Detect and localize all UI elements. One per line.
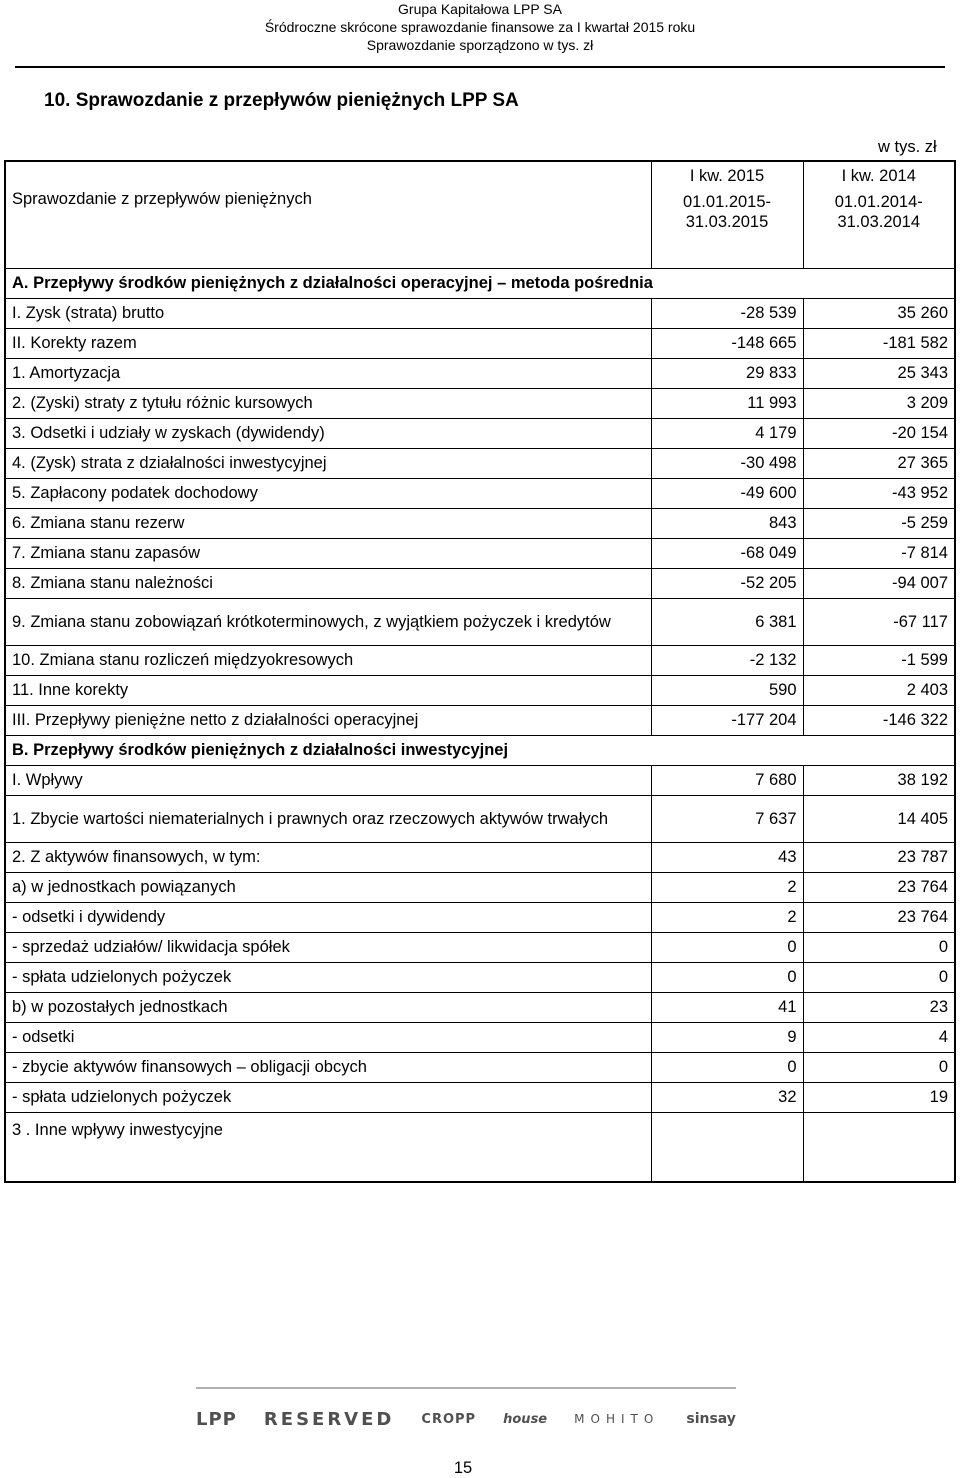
row-label: - odsetki i dywidendy <box>5 903 651 933</box>
page-number: 15 <box>453 1459 473 1477</box>
reserved-logo: RESERVED <box>263 1408 395 1430</box>
table-row <box>5 843 955 873</box>
row-value-2015: -148 665 <box>651 329 803 359</box>
row-label: 4. (Zysk) strata z działalności inwestycyjnej <box>5 449 651 479</box>
table-row <box>5 1083 955 1113</box>
header-col-2014 <box>803 161 955 269</box>
table-row <box>5 569 955 599</box>
row-label: 10. Zmiana stanu rozliczeń międzyokresowych <box>5 646 651 676</box>
table-row <box>5 766 955 796</box>
table-row <box>5 706 955 736</box>
row-value-2015: 4 179 <box>651 419 803 449</box>
row-label: I. Wpływy <box>5 766 651 796</box>
row-label: 8. Zmiana stanu należności <box>5 569 651 599</box>
row-value-2015: 41 <box>651 993 803 1023</box>
section-b-row-label: B. Przepływy środków pieniężnych z działalności inwestycyjnej <box>5 736 955 766</box>
row-value-2015: -177 204 <box>651 706 803 736</box>
row-value-2014: 23 764 <box>803 873 955 903</box>
table-row <box>5 646 955 676</box>
row-value-2014: -94 007 <box>803 569 955 599</box>
table-row <box>5 509 955 539</box>
report-header-note: Sprawozdanie sporządzono w tys. zł <box>366 37 594 53</box>
lpp-logo: LPP <box>196 1408 237 1430</box>
row-value-2015: 0 <box>651 933 803 963</box>
brand-logos <box>196 1404 736 1434</box>
table-row <box>5 539 955 569</box>
col1-quarter: I kw. 2015 <box>689 167 765 185</box>
table-row <box>5 359 955 389</box>
row-value-2014: 19 <box>803 1083 955 1113</box>
row-label: 1. Zbycie wartości niematerialnych i prawnych oraz rzeczowych aktywów trwałych <box>5 796 651 843</box>
table-row <box>5 796 955 843</box>
row-value-2014: 0 <box>803 963 955 993</box>
row-label: - zbycie aktywów finansowych – obligacji obcych <box>5 1053 651 1083</box>
row-value-2014: 23 <box>803 993 955 1023</box>
row-value-2014: 23 764 <box>803 903 955 933</box>
col1-period: 01.01.2015-31.03.2015 <box>682 193 772 231</box>
sinsay-logo: sinsay <box>686 1411 736 1427</box>
report-header-company: Grupa Kapitałowa LPP SA <box>398 1 562 17</box>
row-value-2015: -30 498 <box>651 449 803 479</box>
row-label: II. Korekty razem <box>5 329 651 359</box>
row-value-2014: -20 154 <box>803 419 955 449</box>
mohito-logo: MOHITO <box>574 1412 660 1426</box>
row-value-2014: -7 814 <box>803 539 955 569</box>
row-label: 9. Zmiana stanu zobowiązań krótkoterminowych, z wyjątkiem pożyczek i kredytów <box>5 599 651 646</box>
section-a-row-label: A. Przepływy środków pieniężnych z działalności operacyjnej – metoda pośrednia <box>5 269 955 299</box>
row-value-2015: 0 <box>651 963 803 993</box>
unit-note: w tys. zł <box>878 138 937 156</box>
row-value-2014: -67 117 <box>803 599 955 646</box>
row-label: - spłata udzielonych pożyczek <box>5 963 651 993</box>
row-value-2014: 0 <box>803 933 955 963</box>
header-label: Sprawozdanie z przepływów pieniężnych <box>12 190 312 208</box>
row-value-2015: 32 <box>651 1083 803 1113</box>
footer-divider <box>196 1387 736 1389</box>
table-row <box>5 903 955 933</box>
row-value-2015: -68 049 <box>651 539 803 569</box>
row-label: 7. Zmiana stanu zapasów <box>5 539 651 569</box>
row-value-2014: 2 403 <box>803 676 955 706</box>
col2-quarter: I kw. 2014 <box>841 167 916 185</box>
row-value-2015: 843 <box>651 509 803 539</box>
row-value-2015: -52 205 <box>651 569 803 599</box>
row-value-2014: 23 787 <box>803 843 955 873</box>
row-value-2014: 4 <box>803 1023 955 1053</box>
header-divider <box>15 66 945 68</box>
row-value-2014: 27 365 <box>803 449 955 479</box>
row-value-2015: 29 833 <box>651 359 803 389</box>
row-value-2014: 3 209 <box>803 389 955 419</box>
cropp-logo: CROPP <box>421 1411 477 1427</box>
table-row <box>5 1023 955 1053</box>
row-label: 5. Zapłacony podatek dochodowy <box>5 479 651 509</box>
cash-flow-table <box>4 160 956 1183</box>
row-label: - spłata udzielonych pożyczek <box>5 1083 651 1113</box>
row-value-2015 <box>651 1113 803 1183</box>
row-value-2015: 0 <box>651 1053 803 1083</box>
house-logo: house <box>503 1411 548 1427</box>
row-value-2015: -2 132 <box>651 646 803 676</box>
table-row <box>5 329 955 359</box>
row-label: 2. (Zyski) straty z tytułu różnic kursowych <box>5 389 651 419</box>
row-value-2014: -5 259 <box>803 509 955 539</box>
row-label: - odsetki <box>5 1023 651 1053</box>
row-value-2014: -1 599 <box>803 646 955 676</box>
table-row <box>5 299 955 329</box>
table-row <box>5 599 955 646</box>
table-row <box>5 1053 955 1083</box>
row-value-2015: 2 <box>651 903 803 933</box>
header-col-2015 <box>651 161 803 269</box>
section-b-row <box>5 736 955 766</box>
row-label: 6. Zmiana stanu rezerw <box>5 509 651 539</box>
row-value-2015: 11 993 <box>651 389 803 419</box>
table-row <box>5 676 955 706</box>
row-label: III. Przepływy pieniężne netto z działalności operacyjnej <box>5 706 651 736</box>
row-value-2014: 14 405 <box>803 796 955 843</box>
row-value-2015: -28 539 <box>651 299 803 329</box>
row-value-2015: 7 680 <box>651 766 803 796</box>
row-value-2015: 6 381 <box>651 599 803 646</box>
row-label: a) w jednostkach powiązanych <box>5 873 651 903</box>
section-a-row <box>5 269 955 299</box>
row-value-2015: 590 <box>651 676 803 706</box>
row-label: 2. Z aktywów finansowych, w tym: <box>5 843 651 873</box>
row-label: I. Zysk (strata) brutto <box>5 299 651 329</box>
row-value-2014: 25 343 <box>803 359 955 389</box>
row-value-2014: -146 322 <box>803 706 955 736</box>
row-label: 3. Odsetki i udziały w zyskach (dywidendy) <box>5 419 651 449</box>
col2-period: 01.01.2014-31.03.2014 <box>834 193 923 231</box>
table-row <box>5 993 955 1023</box>
row-value-2015: -49 600 <box>651 479 803 509</box>
section-title: 10. Sprawozdanie z przepływów pieniężnych LPP SA <box>44 90 519 111</box>
row-value-2015: 9 <box>651 1023 803 1053</box>
row-label: b) w pozostałych jednostkach <box>5 993 651 1023</box>
table-row <box>5 479 955 509</box>
row-label: 3 . Inne wpływy inwestycyjne <box>5 1113 651 1183</box>
row-value-2014: 38 192 <box>803 766 955 796</box>
row-value-2015: 43 <box>651 843 803 873</box>
row-label: 11. Inne korekty <box>5 676 651 706</box>
row-value-2014: 0 <box>803 1053 955 1083</box>
row-value-2014: 35 260 <box>803 299 955 329</box>
row-value-2014 <box>803 1113 955 1183</box>
row-value-2014: -181 582 <box>803 329 955 359</box>
row-label: - sprzedaż udziałów/ likwidacja spółek <box>5 933 651 963</box>
header-label-cell <box>5 161 651 269</box>
table-row <box>5 449 955 479</box>
table-row <box>5 933 955 963</box>
row-value-2015: 7 637 <box>651 796 803 843</box>
table-row <box>5 963 955 993</box>
table-row <box>5 1113 955 1183</box>
table-row <box>5 419 955 449</box>
table-row <box>5 389 955 419</box>
row-label: 1. Amortyzacja <box>5 359 651 389</box>
table-row <box>5 873 955 903</box>
table-header-row <box>5 161 955 269</box>
row-value-2015: 2 <box>651 873 803 903</box>
report-header-title: Śródroczne skrócone sprawozdanie finansowe za I kwartał 2015 roku <box>264 19 696 35</box>
row-value-2014: -43 952 <box>803 479 955 509</box>
